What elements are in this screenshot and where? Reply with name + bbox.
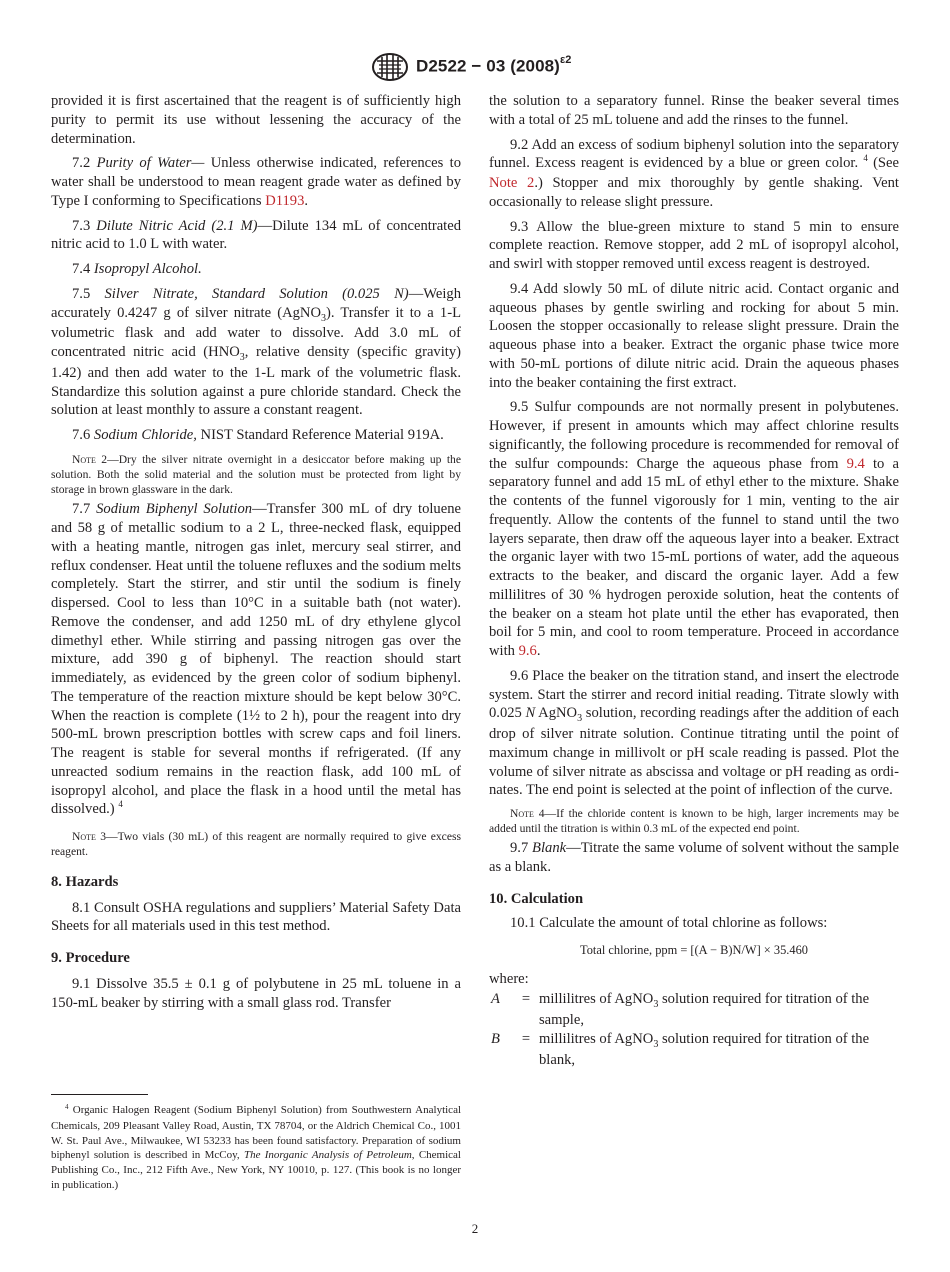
heading-procedure: 9. Procedure [51,950,130,967]
left-column [51,92,461,1013]
link-d1193[interactable]: D1193 [265,192,305,209]
heading-hazards: 8. Hazards [51,873,119,890]
footnote-ref[interactable]: 4 [118,799,123,810]
section-8-1: 8.1 Consult OSHA regulations and suppliers’ Material Safety Data Sheets for all materials used in this test method. [51,899,461,935]
footnote-rule [51,1094,148,1095]
section-7-5: 7.5 Silver Nitrate, Standard Solution (0.025 N)—Weigh accurately 0.4247 g of silver nitrate (AgNO$_3$). Transfer it to a 1-L volumetric flask and add water to dissolve. Add 3.0 mL of concentrated nitric acid ($HNO_3$, relative density (specific gravity) 1.42) and then add water to the 1-L mark of the volumetric flask. Standardize this solution against a pure chloride standard. Check the solution at least monthly to assure a constant reagent. [51,285,461,419]
definition-b: B = millilitres of AgNO$_3$ solution required for titration of the blank, [491,1030,870,1068]
astm-logo [371,52,409,82]
section-7-4: 7.4 Isopropyl Alcohol. [72,261,202,277]
note-2: Note 2—Dry the silver nitrate overnight in a desiccator before making up the solution. Both the solid material and the solution must be protected from light by storage in brown glassware in the dark. [51,452,461,497]
section-7-7: 7.7 Sodium Biphenyl Solution—Transfer 300 mL of dry toluene and 58 g of metallic sodium to a 2 L, three-necked flask, equipped with a heating mantle, nitrogen gas inlet, mercury seal stirrer, and reflux condenser. Heat until the toluene refluxes and the sodium melts completely. Start the stirrer, and stir until the sodium is finely dispersed. Cool to less than 10°C in a suitable bath (not water). Remove the condenser, and add 1250 mL of dry ethylene glycol dimethyl ether. While stirring and passing nitrogen gas over the mixture, add 390 g of biphenyl. The reaction should start immediately, as evidenced by the green color of sodium biphenyl. The temperature of the reaction mixture should be kept below 30°C. When the reaction is complete (1½ to 2 h), pour the reagent into dry 500-mL brown prescription bottles with screw caps and foil liners. The reagent is stable for several months if refrigerated. (If any unreacted sodium remains in the reaction flask, add 100 mL of isopropyl alcohol, and place the flask in a hood until the metal has dissolved.) $^4$ [51,501,461,818]
note-4: Note 4—If the chloride content is known to be high, larger increments may be added until the titration is within 0.3 mL of the expected end point. [489,807,899,836]
standard-designation: D2522 − 03 $(2008)^{\varepsilon 2}$ [416,54,572,76]
page-header [0,52,950,84]
section-9-2: 9.2 Add an excess of sodium biphenyl solution into the separatory funnel. Excess reagent is evidenced by a blue or green color. $^4$ (See Note 2.) Stopper and mix thoroughly by gentle shaking. Vent occasionally to release slight pressure. [489,136,899,210]
epsilon-superscript: ε2 [559,54,572,66]
definition-a: A = millilitres of AgNO$_3$ solution required for titration of the sample, [491,991,870,1029]
section-10-1: 10.1 Calculate the amount of total chlorine as follows: [510,914,828,931]
link-9-4[interactable]: 9.4 [846,455,865,472]
link-9-6[interactable]: 9.6 [518,643,537,659]
right-column [489,92,899,1069]
section-7-6: 7.6 Sodium Chloride, NIST Standard Reference Material 919A. [72,427,444,443]
section-9-5: 9.5 Sulfur compounds are not normally present in polybutenes. However, if present in amounts which may affect chlorine results significantly, the following procedure is recommended for removal of the sulfur compounds: Charge the aqueous phase from 9.4 to a separatory funnel and add 15 mL of ethyl ether to the mixture. Shake the contents of the funnel vigorously for 1 min, venting to the air frequently. Allow the contents of the funnel to stand until the two layers separate, then draw off the aqueous layer into a beaker. Extract the organic layer with two 15-mL portions of water, add the aqueous extracts to the beaker, and discard the organic layer. Add a few millilitres of 30 % hydrogen peroxide solution, heat the contents of the beaker on a steam hot plate until the ether has evaporated, then boil for 5 min, and cool to room temperature. Proceed in accordance with 9.6. [489,399,899,659]
section-9-4: 9.4 Add slowly 50 mL of dilute nitric acid. Contact organic and aqueous phases by gentle swirling and rocking for about 5 min. Loosen the stopper occasionally to release slight pressure. Drain the aqueous phase into a beaker. Extract the organic phase twice more with 50-mL portions of dilute nitric acid. Drain the aqueous phases into the beaker containing the first extract. [489,280,899,391]
page-number: 2 [471,1221,479,1236]
equation-total-chlorine: Total chlorine, ppm = [(A − B)N/W] × 35.460 [580,942,808,957]
paragraph-continued-right: the solution to a separatory funnel. Rinse the beaker several times with a total of 25 mL toluene and add the rinses to the funnel. [489,93,899,128]
footnote-ref[interactable]: 4 [863,153,868,164]
footnote-4: $^4$ Organic Halogen Reagent (Sodium Biphenyl Solution) from Southwestern Analytical Chemicals, 209 Pleasant Valley Road, Austin, TX 78704, or the Aldrich Chemical Co., 1001 W. St. Paul Ave., Milwaukee, WI 53233 has been found satisfactory. Preparation of sodium biphenyl solution is described in McCoy, The Inorganic Analysis of Petroleum, Chemical Publishing Co., Inc., 212 Fifth Ave., New York, NY 10010, p. 127. (This book is no longer in publication.) [51,1103,462,1191]
section-9-3: 9.3 Allow the blue-green mixture to stand 5 min to ensure complete reaction. Remove stopper, add 2 mL of isopropyl alcohol, and swirl with stopper removed until excess reagent is destroyed. [489,218,899,272]
section-7-2: 7.2 Purity of Water— Unless otherwise indicated, references to water shall be understood to mean reagent grade water as defined by Type I conforming to Specifications D1193. [51,155,461,209]
section-9-7: 9.7 Blank—Titrate the same volume of solvent without the sample as a blank. [489,840,899,876]
heading-calculation: 10. Calculation [489,890,584,907]
paragraph-continued: provided it is first ascertained that the reagent is of sufficiently high purity to permit its use without lessening the accuracy of the determination. [51,93,461,147]
link-note-2[interactable]: Note 2 [489,175,535,191]
section-9-1: 9.1 Dissolve 35.5 ± 0.1 g of polybutene in 25 mL toluene in a 150-mL beaker by stirring with a small glass rod. Transfer [51,976,461,1011]
section-9-6: 9.6 Place the beaker on the titration stand, and insert the electrode system. Start the stirrer and record initial reading. Titrate slowly with 0.025 N AgNO$_3$ solution, recording readings after the addition of each drop of silver nitrate solution. Continue titrating until the point of maximum change in millivolt or pH scale reading is passed. Plot the volume of silver nitrate as abscissa and voltage or pH reading as ordinates. The end point is selected at the point of inflection of the curve. [489,667,900,799]
section-7-3: 7.3 Dilute Nitric Acid (2.1 M)—Dilute 134 mL of concentrated nitric acid to 1.0 L with water. [51,217,461,253]
where-label: where: [489,970,529,987]
note-3: Note 3—Two vials (30 mL) of this reagent are normally required to give excess reagent. [51,830,461,859]
definitions-list [489,990,899,1069]
